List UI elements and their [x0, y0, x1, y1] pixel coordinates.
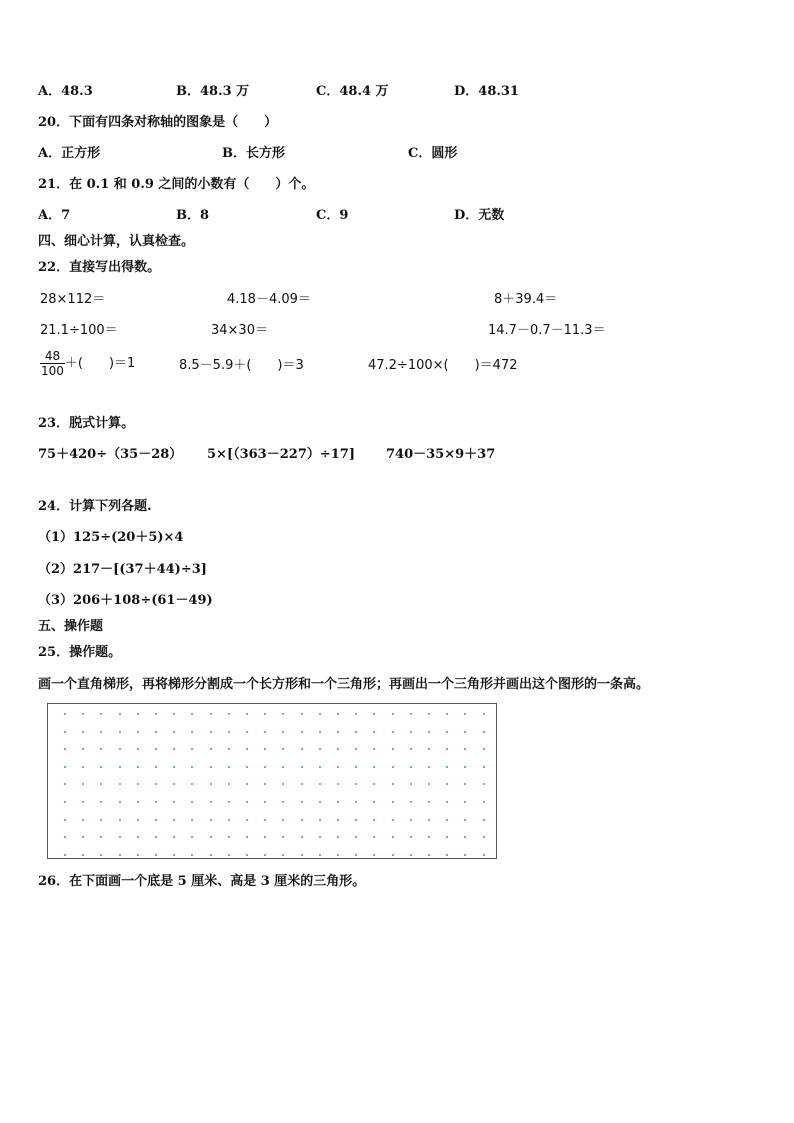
grid-dot [264, 783, 266, 785]
grid-dot [483, 783, 485, 785]
grid-dot [392, 766, 394, 768]
grid-dot [282, 819, 284, 821]
grid-dot [373, 713, 375, 715]
q22-expr-5: 34×30＝ [211, 323, 268, 338]
grid-dot [264, 819, 266, 821]
grid-dot [301, 836, 303, 838]
grid-dot [137, 731, 139, 733]
grid-dot [464, 748, 466, 750]
grid-dot [483, 801, 485, 803]
grid-dot [464, 836, 466, 838]
grid-dot [282, 783, 284, 785]
q22-expr-8: 8.5－5.9＋( )＝3 [179, 358, 304, 373]
grid-dot [173, 819, 175, 821]
grid-dot [428, 819, 430, 821]
grid-dot [446, 731, 448, 733]
grid-dot [119, 783, 121, 785]
q20-option-c: C．圆形 [408, 146, 458, 161]
grid-dot [301, 854, 303, 856]
q24-item-1: （1）125÷(20＋5)×4 [38, 530, 184, 545]
grid-dot [246, 783, 248, 785]
grid-dot [301, 819, 303, 821]
grid-dot [264, 731, 266, 733]
grid-dot [301, 748, 303, 750]
grid-dot [464, 766, 466, 768]
grid-dot [373, 766, 375, 768]
grid-dot [191, 731, 193, 733]
grid-dot [410, 854, 412, 856]
grid-dot [428, 836, 430, 838]
grid-dot [228, 836, 230, 838]
grid-dot [392, 836, 394, 838]
grid-dot [319, 766, 321, 768]
grid-dot [428, 801, 430, 803]
grid-dot [319, 713, 321, 715]
grid-dot [137, 713, 139, 715]
q21-option-a: A．7 [38, 208, 71, 223]
q19-option-a: A．48.3 [38, 84, 93, 99]
grid-dot [319, 801, 321, 803]
q21-option-b: B．8 [176, 208, 210, 223]
grid-dot [191, 713, 193, 715]
grid-dot [446, 748, 448, 750]
grid-dot [410, 819, 412, 821]
grid-dot [100, 766, 102, 768]
q22-expr-4: 21.1÷100＝ [40, 323, 118, 338]
grid-dot [155, 748, 157, 750]
grid-dot [264, 854, 266, 856]
grid-dot [155, 819, 157, 821]
grid-dot [355, 854, 357, 856]
grid-dot [82, 748, 84, 750]
grid-dot [282, 836, 284, 838]
grid-dot [137, 748, 139, 750]
grid-dot [264, 766, 266, 768]
q23-expr-2: 5×[（363－227）÷17] [207, 447, 355, 462]
grid-dot [228, 731, 230, 733]
grid-dot [100, 731, 102, 733]
grid-dot [337, 713, 339, 715]
grid-dot [191, 748, 193, 750]
grid-dot [100, 854, 102, 856]
grid-dot [464, 731, 466, 733]
grid-dot [373, 854, 375, 856]
grid-dot [137, 819, 139, 821]
grid-dot [392, 819, 394, 821]
grid-dot [464, 854, 466, 856]
q22-expr-3: 8＋39.4＝ [494, 292, 558, 307]
grid-dot [228, 766, 230, 768]
grid-dot [119, 748, 121, 750]
grid-dot [210, 854, 212, 856]
grid-dot [301, 766, 303, 768]
q26-title: 26．在下面画一个底是 5 厘米、高是 3 厘米的三角形。 [38, 874, 366, 889]
grid-dot [210, 783, 212, 785]
grid-dot [319, 783, 321, 785]
grid-dot [64, 783, 66, 785]
grid-dot [355, 819, 357, 821]
grid-dot [155, 854, 157, 856]
grid-dot [100, 836, 102, 838]
grid-dot [410, 731, 412, 733]
grid-dot [428, 854, 430, 856]
grid-dot [428, 783, 430, 785]
grid-dot [82, 731, 84, 733]
grid-dot [373, 783, 375, 785]
q25-title: 25．操作题。 [38, 645, 122, 660]
grid-dot [483, 713, 485, 715]
grid-dot [373, 748, 375, 750]
grid-dot [246, 836, 248, 838]
grid-dot [483, 836, 485, 838]
grid-dot [319, 748, 321, 750]
grid-dot [410, 748, 412, 750]
grid-dot [228, 854, 230, 856]
grid-dot [264, 748, 266, 750]
grid-dot [82, 713, 84, 715]
grid-dot [228, 713, 230, 715]
grid-dot [191, 836, 193, 838]
grid-dot [428, 766, 430, 768]
grid-dot [100, 783, 102, 785]
grid-dot [100, 748, 102, 750]
grid-dot [246, 801, 248, 803]
grid-dot [64, 801, 66, 803]
grid-dot [210, 748, 212, 750]
grid-dot [337, 731, 339, 733]
grid-dot [319, 854, 321, 856]
grid-dot [228, 801, 230, 803]
grid-dot [392, 731, 394, 733]
grid-dot [82, 836, 84, 838]
grid-dot [301, 801, 303, 803]
grid-dot [119, 836, 121, 838]
grid-dot [155, 801, 157, 803]
grid-dot [483, 819, 485, 821]
grid-dot [210, 801, 212, 803]
dot-grid [47, 703, 497, 859]
grid-dot [191, 854, 193, 856]
grid-dot [355, 713, 357, 715]
q23-title: 23．脱式计算。 [38, 416, 135, 431]
q25-instruction: 画一个直角梯形，再将梯形分割成一个长方形和一个三角形；再画出一个三角形并画出这个图形的一条高。 [38, 677, 650, 692]
grid-dot [173, 748, 175, 750]
grid-dot [82, 801, 84, 803]
q22-title: 22．直接写出得数。 [38, 260, 161, 275]
grid-dot [82, 766, 84, 768]
q21-option-c: C．9 [316, 208, 349, 223]
grid-dot [392, 854, 394, 856]
grid-dot [446, 766, 448, 768]
fraction [40, 349, 65, 378]
q20-option-b: B．长方形 [222, 146, 285, 161]
grid-dot [319, 836, 321, 838]
grid-dot [173, 836, 175, 838]
grid-dot [282, 731, 284, 733]
grid-dot [119, 766, 121, 768]
grid-dot [82, 819, 84, 821]
grid-dot [264, 713, 266, 715]
grid-dot [155, 713, 157, 715]
grid-dot [483, 748, 485, 750]
grid-dot [82, 854, 84, 856]
grid-dot [119, 854, 121, 856]
grid-dot [410, 801, 412, 803]
q21-option-d: D．无数 [454, 208, 505, 223]
grid-dot [392, 783, 394, 785]
grid-dot [337, 819, 339, 821]
grid-dot [446, 819, 448, 821]
grid-dot [246, 854, 248, 856]
grid-dot [246, 713, 248, 715]
grid-dot [464, 713, 466, 715]
grid-dot [355, 836, 357, 838]
grid-dot [210, 766, 212, 768]
grid-dot [64, 854, 66, 856]
grid-dot [355, 748, 357, 750]
grid-dot [483, 731, 485, 733]
grid-dot [428, 731, 430, 733]
grid-dot [355, 801, 357, 803]
grid-dot [137, 766, 139, 768]
grid-dot [282, 854, 284, 856]
q22-expr-2: 4.18－4.09＝ [227, 292, 311, 307]
grid-dot [155, 783, 157, 785]
grid-dot [64, 766, 66, 768]
grid-dot [464, 801, 466, 803]
grid-dot [137, 836, 139, 838]
grid-dot [210, 836, 212, 838]
q24-item-2: （2）217－[(37＋44)÷3] [38, 562, 207, 577]
grid-dot [373, 819, 375, 821]
grid-dot [392, 748, 394, 750]
grid-dot [119, 819, 121, 821]
grid-dot [446, 836, 448, 838]
q20-question: 20．下面有四条对称轴的图象是（ ） [38, 115, 278, 130]
grid-dot [119, 731, 121, 733]
grid-dot [64, 748, 66, 750]
grid-dot [337, 766, 339, 768]
grid-dot [337, 748, 339, 750]
grid-dot [155, 836, 157, 838]
q23-expr-1: 75＋420÷（35－28） [38, 447, 183, 462]
q22-expr-6: 14.7－0.7－11.3＝ [488, 323, 606, 338]
grid-dot [410, 713, 412, 715]
grid-dot [392, 801, 394, 803]
grid-dot [210, 731, 212, 733]
fraction-numerator: 48 [40, 349, 65, 364]
grid-dot [337, 783, 339, 785]
grid-dot [392, 713, 394, 715]
grid-dot [264, 801, 266, 803]
grid-dot [137, 801, 139, 803]
grid-dot [228, 783, 230, 785]
grid-dot [282, 713, 284, 715]
q22-expr-7 [40, 348, 135, 380]
grid-dot [355, 783, 357, 785]
q19-option-b: B．48.3 万 [176, 84, 250, 99]
grid-dot [282, 748, 284, 750]
grid-dot [228, 748, 230, 750]
fraction-denominator: 100 [41, 364, 64, 378]
grid-dot [410, 766, 412, 768]
grid-dot [228, 819, 230, 821]
q22-expr-7-tail: ＋( )＝1 [64, 356, 136, 371]
grid-dot [155, 766, 157, 768]
grid-dot [210, 713, 212, 715]
q23-expr-3: 740－35×9＋37 [386, 447, 496, 462]
grid-dot [428, 713, 430, 715]
grid-dot [337, 801, 339, 803]
grid-dot [282, 766, 284, 768]
grid-dot [100, 801, 102, 803]
grid-dot [410, 783, 412, 785]
grid-dot [191, 819, 193, 821]
q19-option-d: D．48.31 [454, 84, 519, 99]
grid-dot [355, 766, 357, 768]
grid-dot [64, 713, 66, 715]
grid-dot [100, 713, 102, 715]
grid-dot [173, 783, 175, 785]
q24-title: 24．计算下列各题. [38, 499, 152, 514]
grid-dot [410, 836, 412, 838]
grid-dot [446, 801, 448, 803]
section-4-title: 四、细心计算，认真检查。 [38, 234, 195, 249]
grid-dot [173, 713, 175, 715]
grid-dot [246, 748, 248, 750]
grid-dot [464, 783, 466, 785]
grid-dot [264, 836, 266, 838]
grid-dot [191, 783, 193, 785]
grid-dot [373, 836, 375, 838]
grid-dot [191, 766, 193, 768]
grid-dot [119, 801, 121, 803]
grid-dot [100, 819, 102, 821]
q22-expr-9: 47.2÷100×( )＝472 [368, 358, 518, 373]
grid-dot [446, 713, 448, 715]
grid-dot [210, 819, 212, 821]
grid-dot [483, 854, 485, 856]
grid-dot [301, 731, 303, 733]
q22-expr-1: 28×112＝ [40, 292, 106, 307]
q20-option-a: A．正方形 [38, 146, 101, 161]
grid-dot [64, 731, 66, 733]
grid-dot [246, 731, 248, 733]
grid-dot [446, 854, 448, 856]
q19-option-c: C．48.4 万 [316, 84, 389, 99]
grid-dot [246, 819, 248, 821]
grid-dot [319, 819, 321, 821]
grid-dot [355, 731, 357, 733]
grid-dot [173, 766, 175, 768]
grid-dot [373, 731, 375, 733]
q21-question: 21．在 0.1 和 0.9 之间的小数有（ ）个。 [38, 177, 315, 192]
grid-dot [483, 766, 485, 768]
grid-dot [282, 801, 284, 803]
grid-dot [301, 783, 303, 785]
grid-dot [173, 801, 175, 803]
grid-dot [173, 854, 175, 856]
grid-dot [246, 766, 248, 768]
grid-dot [64, 819, 66, 821]
grid-dot [119, 713, 121, 715]
grid-dot [319, 731, 321, 733]
grid-dot [137, 854, 139, 856]
grid-dot [173, 731, 175, 733]
grid-dot [155, 731, 157, 733]
grid-dot [428, 748, 430, 750]
section-5-title: 五、操作题 [38, 619, 104, 634]
q24-item-3: （3）206＋108÷(61－49) [38, 593, 213, 608]
grid-dot [64, 836, 66, 838]
grid-dot [137, 783, 139, 785]
grid-dot [464, 819, 466, 821]
grid-dot [446, 783, 448, 785]
grid-dot [82, 783, 84, 785]
grid-dot [373, 801, 375, 803]
grid-dot [301, 713, 303, 715]
grid-dot [337, 836, 339, 838]
grid-dot [191, 801, 193, 803]
grid-dot [337, 854, 339, 856]
